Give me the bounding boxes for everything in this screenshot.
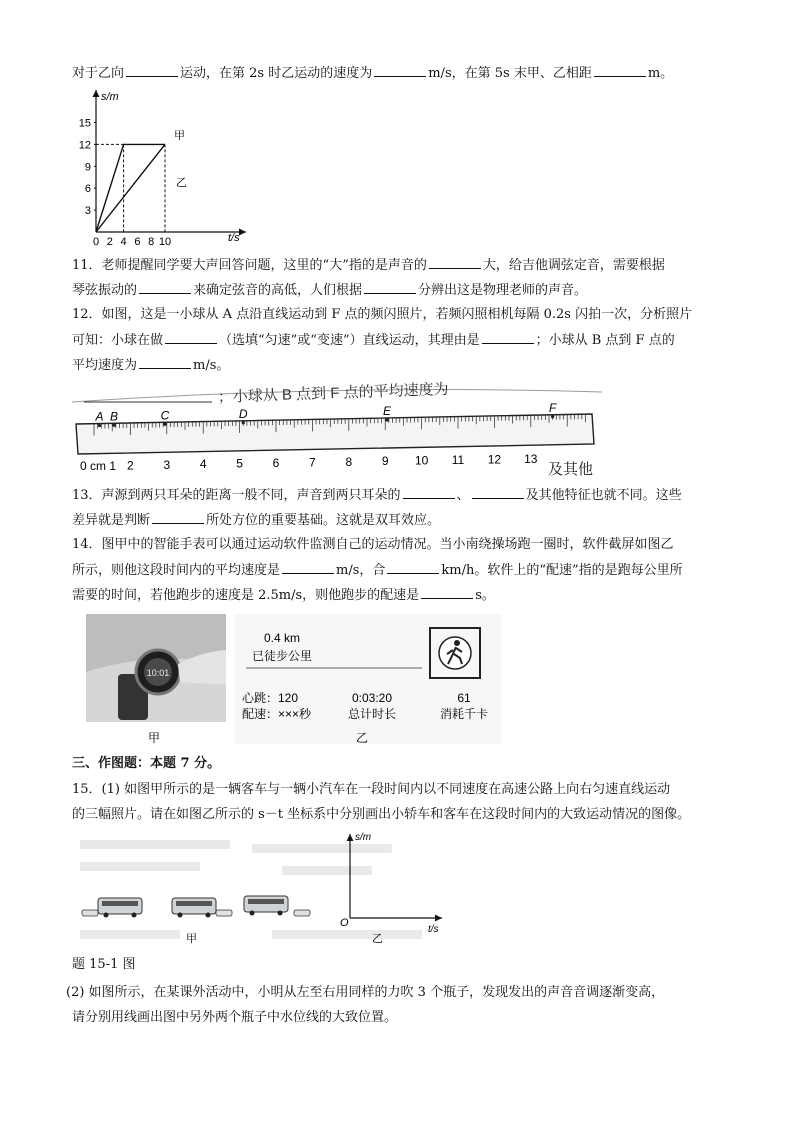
ruler-photo xyxy=(72,380,602,480)
x-tick-label: 6 xyxy=(134,236,141,248)
ruler-point-C: C xyxy=(160,408,170,423)
ruler-number: 13 xyxy=(524,451,538,466)
q15-line1: 15．(1) 如图甲所示的是一辆客车与一辆小汽车在一段时间内以不同速度在高速公路上向右匀速直线运动 xyxy=(72,782,671,797)
ruler-number: 3 xyxy=(163,457,171,472)
st-origin: O xyxy=(340,917,349,929)
ruler-point-F: F xyxy=(548,400,557,415)
answer-blank[interactable] xyxy=(472,486,524,499)
total-time: 0:03:20 xyxy=(351,691,393,705)
ruler-number: 5 xyxy=(236,456,243,471)
q15-figure xyxy=(72,826,472,952)
ball-mark xyxy=(242,421,245,424)
text: 11．老师提醒同学要大声回答问题，这里的“大”指的是声音的 xyxy=(72,258,427,273)
answer-blank[interactable] xyxy=(152,511,204,524)
watch-figure xyxy=(86,612,504,748)
kcal-label: 消耗千卡 xyxy=(439,707,489,721)
q14-line1: 14．图甲中的智能手表可以通过运动软件监测自己的运动情况。当小南绕操场跑一圈时，软件截屏如图乙 xyxy=(72,537,674,552)
answer-blank[interactable] xyxy=(126,64,178,77)
line-label-jia: 甲 xyxy=(174,130,185,142)
series-line-yi xyxy=(96,144,165,232)
q13-line1 xyxy=(72,486,682,505)
x-tick-label: 8 xyxy=(148,236,155,248)
ruler-number: 2 xyxy=(127,458,134,473)
answer-blank[interactable] xyxy=(282,561,334,574)
total-time-label: 总计时长 xyxy=(347,707,397,721)
q11-line2 xyxy=(72,281,587,300)
ruler-top-text: ；小球从 B 点到 F 点的平均速度为 xyxy=(217,380,449,406)
answer-blank[interactable] xyxy=(374,64,426,77)
text: 对于乙向 xyxy=(72,66,125,81)
answer-blank[interactable] xyxy=(482,331,534,344)
fig-label: 题 15-1 图 xyxy=(72,957,136,972)
ruler-number: 0 cm 1 xyxy=(79,459,117,473)
text: 运动，在第 2s 时乙运动的速度为 xyxy=(180,66,373,81)
line-label-yi: 乙 xyxy=(176,177,187,189)
section-heading: 三、作图题：本题 7 分。 xyxy=(72,756,221,771)
ruler-point-B: B xyxy=(110,409,119,424)
q10-tail-line xyxy=(72,64,673,83)
text: 、 xyxy=(456,488,470,503)
fig-caption-yi: 乙 xyxy=(372,933,383,945)
q12-line2 xyxy=(72,331,675,350)
y-tick-label: 9 xyxy=(84,161,91,174)
ruler-number: 9 xyxy=(381,454,389,469)
ruler-number: 7 xyxy=(309,455,316,470)
text: 平均速度为 xyxy=(72,358,138,373)
ball-mark xyxy=(112,424,115,427)
answer-blank[interactable] xyxy=(594,64,646,77)
text: 来确定弦音的高低，人们根据 xyxy=(193,283,363,298)
answer-blank[interactable] xyxy=(387,561,439,574)
ball-mark xyxy=(163,423,166,426)
y-tick-label: 15 xyxy=(78,117,91,130)
ruler-point-D: D xyxy=(238,406,248,421)
y-axis-label: s/m xyxy=(101,91,119,103)
distance-value: 0.4 km xyxy=(264,631,301,645)
q14-line2 xyxy=(72,561,683,580)
q13-line2 xyxy=(72,511,440,530)
x-tick-label: 2 xyxy=(106,236,113,248)
answer-blank[interactable] xyxy=(403,486,455,499)
st-s-label: s/m xyxy=(355,832,372,843)
ruler-tail-text: 及其他 xyxy=(548,461,594,478)
answer-blank[interactable] xyxy=(139,281,191,294)
text: 分辨出这是物理老师的声音。 xyxy=(418,283,588,298)
text: s。 xyxy=(475,588,495,603)
ball-mark xyxy=(385,418,388,421)
answer-blank[interactable] xyxy=(429,256,481,269)
answer-blank[interactable] xyxy=(364,281,416,294)
text: m/s，在第 5s 末甲、乙相距 xyxy=(428,66,592,81)
text: 13．声源到两只耳朵的距离一般不同，声音到两只耳朵的 xyxy=(72,488,401,503)
y-tick-label: 6 xyxy=(84,183,91,196)
text: km/h。软件上的“配速”指的是跑每公里所 xyxy=(441,563,683,578)
ruler-number: 8 xyxy=(345,454,353,469)
text: m/s。 xyxy=(193,358,230,373)
q12-line1: 12．如图，这是一小球从 A 点沿直线运动到 F 点的频闪照片，若频闪照相机每隔 0.2s 闪拍一次，分析照片 xyxy=(72,307,693,322)
answer-blank[interactable] xyxy=(421,586,473,599)
y-tick-label: 12 xyxy=(78,139,91,152)
heart-rate: 心跳：120 xyxy=(242,691,299,705)
ruler-number: 4 xyxy=(199,457,207,472)
distance-label: 已徒步公里 xyxy=(252,649,313,663)
ball-mark xyxy=(98,424,101,427)
q15-line2: 的三幅照片。请在如图乙所示的 s－t 坐标系中分别画出小轿车和客车在这段时间内的大致运动情况的图像。 xyxy=(72,807,691,822)
text: 所处方位的重要基础。这就是双耳效应。 xyxy=(206,513,441,528)
pace: 配速：×××秒 xyxy=(242,707,312,721)
ball-mark xyxy=(551,415,554,418)
ruler-number: 11 xyxy=(451,453,465,467)
q15-part2-line1: (2) 如图所示，在某课外活动中，小明从左至右用同样的力吹 3 个瓶子，发现发出的声音音调逐渐变高， xyxy=(66,985,665,1000)
ruler-number: 6 xyxy=(272,456,280,470)
text: 需要的时间，若他跑步的速度是 2.5m/s，则他跑步的配速是 xyxy=(72,588,420,603)
text: 琴弦振动的 xyxy=(72,283,138,298)
text: 差异就是判断 xyxy=(72,513,151,528)
caption-yi: 乙 xyxy=(356,731,369,745)
q15-part2-line2: 请分别用线画出图中另外两个瓶子中水位线的大致位置。 xyxy=(72,1010,398,1025)
ruler-point-E: E xyxy=(383,403,392,418)
kcal-value: 61 xyxy=(457,691,471,705)
q11-line1 xyxy=(72,256,665,275)
text: m/s，合 xyxy=(336,563,386,578)
fig-caption-jia: 甲 xyxy=(186,933,197,945)
text: 及其他特征也就不同。这些 xyxy=(525,488,682,503)
answer-blank[interactable] xyxy=(139,356,191,369)
ruler-point-A: A xyxy=(95,409,104,424)
y-tick-label: 3 xyxy=(84,205,91,218)
text: 大，给吉他调弦定音，需要根据 xyxy=(482,258,665,273)
text: 可知：小球在做 xyxy=(72,333,164,348)
watch-time: 10:01 xyxy=(146,668,170,678)
q14-line3 xyxy=(72,586,495,605)
text: 所示，则他这段时间内的平均速度是 xyxy=(72,563,281,578)
text: （选填“匀速”或“变速”）直线运动，其理由是 xyxy=(219,333,480,348)
answer-blank[interactable] xyxy=(165,331,217,344)
ruler-number: 12 xyxy=(487,452,502,467)
caption-jia: 甲 xyxy=(148,731,161,745)
ruler-number: 10 xyxy=(414,453,429,468)
st-t-label: t/s xyxy=(428,924,439,935)
text: m。 xyxy=(647,66,674,81)
q12-line3 xyxy=(72,356,229,375)
x-tick-label: 0 xyxy=(92,236,100,248)
x-axis-label: t/s xyxy=(228,232,240,244)
text: ；小球从 B 点到 F 点的 xyxy=(535,333,675,348)
s-t-graph xyxy=(70,86,260,248)
x-tick-label: 4 xyxy=(120,236,127,248)
x-tick-label: 10 xyxy=(158,236,172,248)
